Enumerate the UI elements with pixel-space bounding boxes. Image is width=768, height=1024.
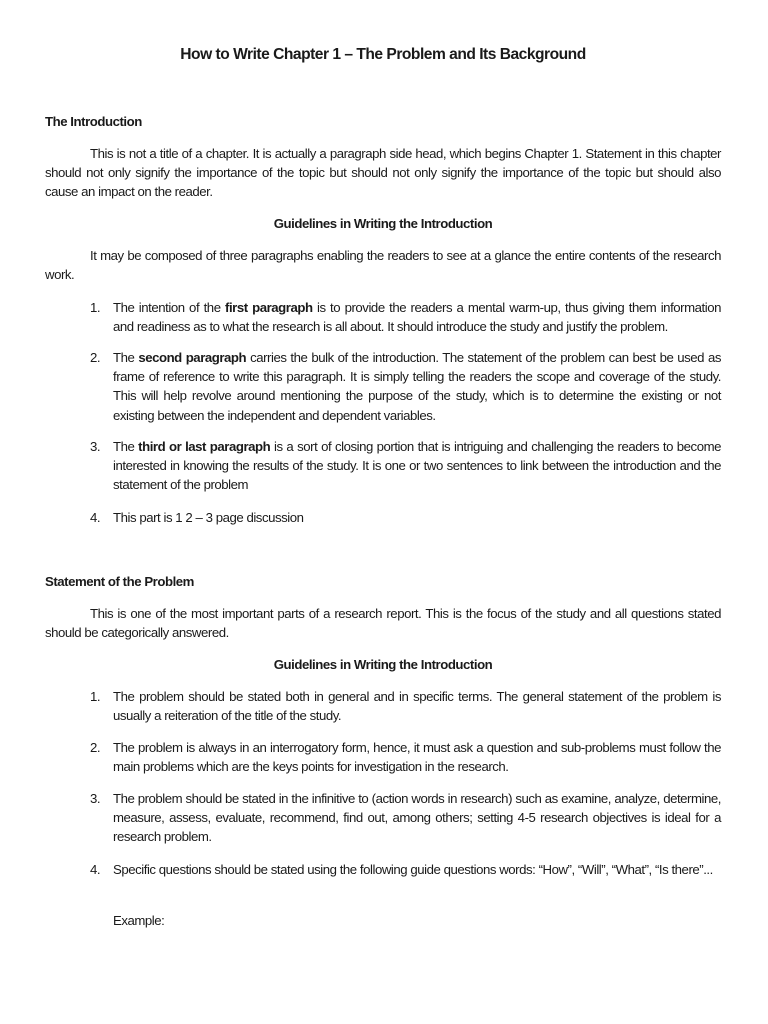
statement-guidelines-heading: Guidelines in Writing the Introduction	[273, 657, 493, 672]
statement-paragraph: This is one of the most important parts of a research report. This is the focus of the study and all questions stated should be categorically answered.	[45, 606, 721, 641]
list-text: The problem should be stated in the infinitive to (action words in research) such as examine, analyze, determine, measure, assess, evaluate, recommend, find out, among others; setting 4-5 research objectives is ideal for a research problem.	[113, 791, 721, 845]
list-number: 2.	[90, 350, 101, 365]
list-text: The intention of the first paragraph is to provide the readers a mental warm-up, thus giving them information and readiness as to what the research is all about. It should introduce the study and justify the problem.	[113, 300, 721, 335]
list-text: The second paragraph carries the bulk of the introduction. The statement of the problem can best be used as frame of reference to write this paragraph. It is simply telling the readers the scope and coverage of the study. This will help revolve around mentioning the purpose of the study, which is to determine the existing or not existing between the independent and dependent variables.	[113, 350, 722, 423]
list-text: The problem should be stated both in general and in specific terms. The general statement of the problem is usually a reiteration of the title of the study.	[113, 689, 721, 724]
list-text: This part is 1 2 – 3 page discussion	[113, 510, 304, 525]
list-number: 4.	[90, 862, 101, 877]
list-number: 3.	[90, 439, 101, 454]
bold-term: first paragraph	[225, 300, 313, 315]
bold-term: third or last paragraph	[138, 439, 271, 454]
list-text: Specific questions should be stated using the following guide questions words: “How”, “Will”, “What”, “Is there”...	[113, 862, 713, 877]
section-heading-statement: Statement of the Problem	[45, 574, 194, 589]
list-number: 3.	[90, 791, 101, 806]
introduction-paragraph: This is not a title of a chapter. It is actually a paragraph side head, which begins Chapter 1. Statement in this chapter should not only signify the importance of the topic but should not only signify the importance of the topic but should also cause an impact on the reader.	[45, 146, 721, 200]
list-text: The third or last paragraph is a sort of closing portion that is intriguing and challenging the readers to become interested in knowing the results of the study. It is one or two sentences to link between the introduction and the statement of the problem	[113, 439, 722, 493]
example-label: Example:	[113, 913, 165, 928]
bold-term: second paragraph	[138, 350, 247, 365]
introduction-guidelines-paragraph: It may be composed of three paragraphs enabling the readers to see at a glance the entire contents of the research work.	[45, 248, 721, 283]
list-number: 4.	[90, 510, 101, 525]
section-heading-introduction: The Introduction	[45, 114, 142, 129]
list-number: 2.	[90, 740, 101, 755]
document-title: How to Write Chapter 1 – The Problem and Its Background	[180, 46, 586, 63]
list-text: The problem is always in an interrogatory form, hence, it must ask a question and sub-problems must follow the main problems which are the keys points for investigation in the research.	[113, 740, 721, 775]
list-number: 1.	[90, 689, 101, 704]
introduction-guidelines-heading: Guidelines in Writing the Introduction	[273, 216, 493, 231]
list-number: 1.	[90, 300, 101, 315]
